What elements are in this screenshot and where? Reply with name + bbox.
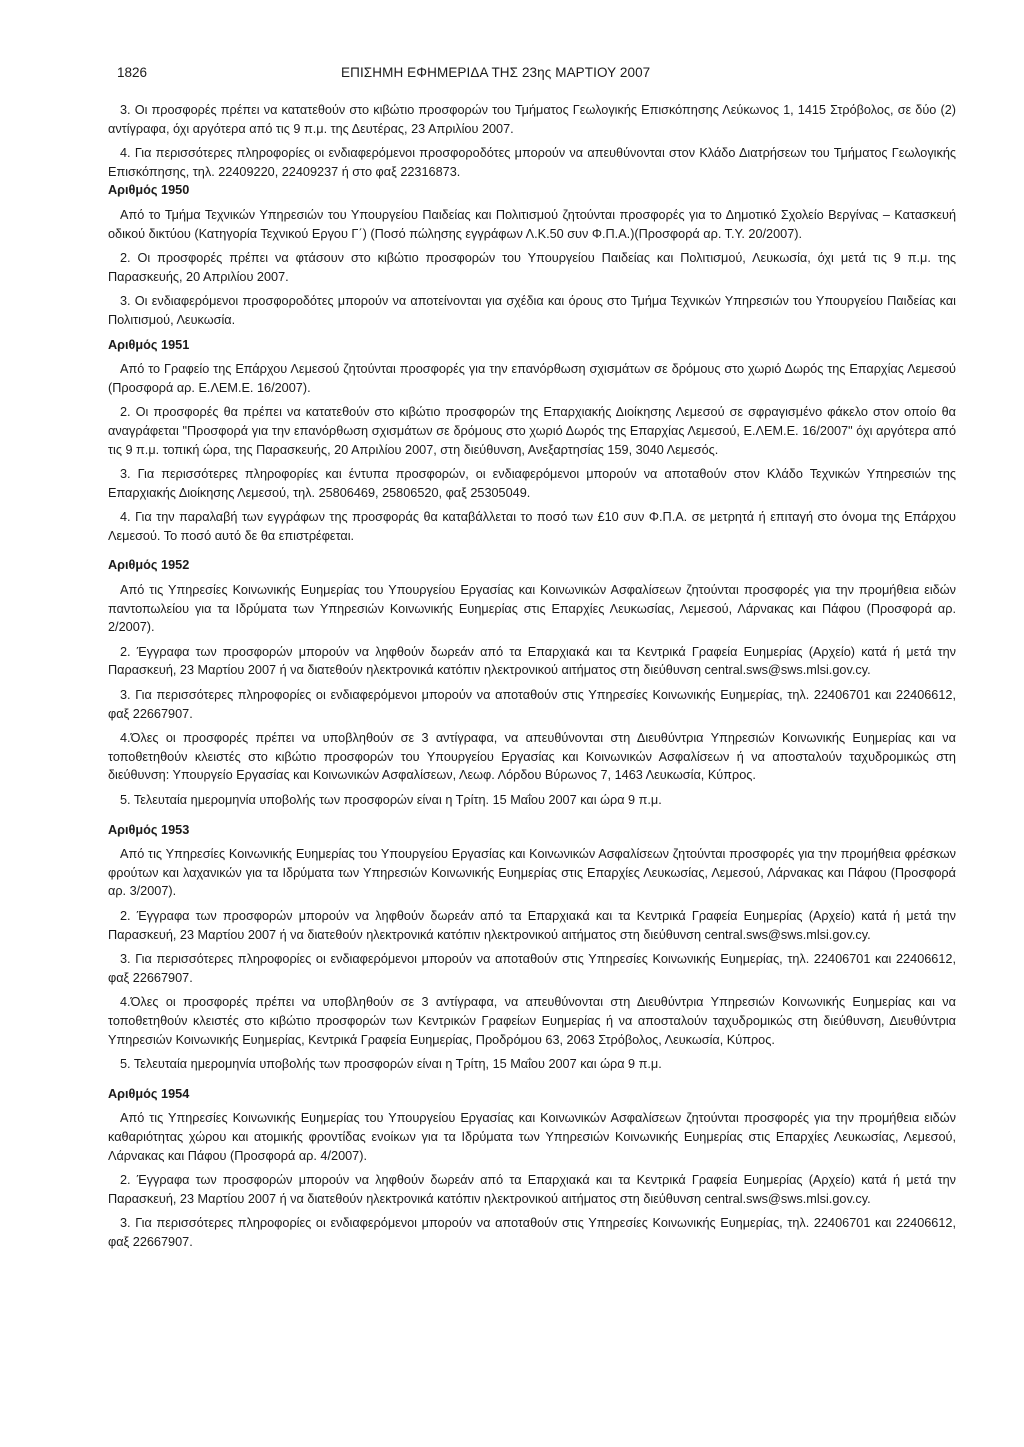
notice-1951-paragraph-4: 4. Για την παραλαβή των εγγράφων της προσφοράς θα καταβάλλεται το ποσό των £10 συν Φ.Π.Α. σε μετρητά ή επιταγή στο όνομα της Επάρχου Λεμεσού. Το ποσό αυτό δε θα επιστρέφεται. (108, 510, 956, 543)
notice-1952-paragraph-1: Από τις Υπηρεσίες Κοινωνικής Ευημερίας του Υπουργείου Εργασίας και Κοινωνικών Ασφαλίσεων ζητούνται προσφορές για την προμήθεια ειδών παντοπωλείου για τα Ιδρύματα των Υπηρεσιών Κοινωνικής Ευημερίας στις Επαρχίες Λευκωσίας, Λεμεσού, Λάρνακας και Πάφου (Προσφορά αρ. 2/2007). (108, 583, 956, 635)
notice-1950-paragraph-1: Από το Τμήμα Τεχνικών Υπηρεσιών του Υπουργείου Παιδείας και Πολιτισμού ζητούνται προσφορές για το Δημοτικό Σχολείο Βεργίνας – Κατασκευή οδικού δικτύου (Κατηγορία Τεχνικού Εργου Γ΄) (Ποσό πώλησης εγγράφων Λ.Κ.50 συν Φ.Π.Α.)(Προσφορά αρ. Τ.Υ. 20/2007). (108, 207, 956, 241)
notice-1953-paragraph-3: 3. Για περισσότερες πληροφορίες οι ενδιαφερόμενοι μπορούν να αποταθούν στις Υπηρεσίες Κοινωνικής Ευημερίας, τηλ. 22406701 και 22406612, φαξ 22667907. (108, 952, 956, 985)
intro-paragraph-4: 4. Για περισσότερες πληροφορίες οι ενδιαφερόμενοι προσφοροδότες μπορούν να απευθύνονται στον Κλάδο Διατρήσεων του Τμήματος Γεωλογικής Επισκόπησης, τηλ. 22409220, 22409237 ή στο φαξ 22316873. (108, 146, 956, 179)
running-title: ΕΠΙΣΗΜΗ ΕΦΗΜΕΡΙΔΑ ΤΗΣ 23ης ΜΑΡΤΙΟΥ 2007 (341, 65, 651, 80)
notice-heading-1952: Αριθμός 1952 (108, 558, 190, 573)
document-body (108, 101, 956, 1251)
notice-1953-paragraph-1: Από τις Υπηρεσίες Κοινωνικής Ευημερίας του Υπουργείου Εργασίας και Κοινωνικών Ασφαλίσεων ζητούνται προσφορές για την προμήθεια φρέσκων φρούτων και λαχανικών για τα Ιδρύματα των Υπηρεσιών Κοινωνικής Ευημερίας στις Επαρχίες Λευκωσίας, Λεμεσού, Λάρνακας και Πάφου (Προσφορά αρ. 3/2007). (108, 847, 956, 899)
page-header (117, 63, 707, 83)
notice-1952-paragraph-4: 4.Όλες οι προσφορές πρέπει να υποβληθούν σε 3 αντίγραφα, να απευθύνονται στη Διευθύντρια Υπηρεσιών Κοινωνικής Ευημερίας και να τοποθετηθούν κλειστές στο κιβώτιο προσφορών του Υπουργείου Εργασίας και Κοινωνικών Ασφαλίσεων ή να αποσταλούν ταχυδρομικώς στη διεύθυνση: Υπουργείο Εργασίας και Κοινωνικών Ασφαλίσεων, Λεωφ. Λόρδου Βύρωνος 7, 1463 Λευκωσία, Κύπρος. (108, 731, 956, 783)
notice-heading-1951: Αριθμός 1951 (108, 337, 190, 352)
notice-1953-paragraph-4: 4.Όλες οι προσφορές πρέπει να υποβληθούν σε 3 αντίγραφα, να απευθύνονται στη Διευθύντρια Υπηρεσιών Κοινωνικής Ευημερίας και να τοποθετηθούν κλειστές στο κιβώτιο προσφορών των Κεντρικών Γραφείων Ευημερίας ή να αποσταλούν ταχυδρομικώς στη διεύθυνση, Διευθύντρια Υπηρεσιών Κοινωνικής Ευημερίας, Κεντρικά Γραφεία Ευημερίας, Προδρόμου 63, 2063 Στρόβολος, Λευκωσία, Κύπρος. (108, 995, 956, 1047)
notice-1954-paragraph-1: Από τις Υπηρεσίες Κοινωνικής Ευημερίας του Υπουργείου Εργασίας και Κοινωνικών Ασφαλίσεων ζητούνται προσφορές για την προμήθεια ειδών καθαριότητας χώρου και ατομικής φροντίδας ενοίκων για τα Ιδρύματα των Υπηρεσιών Κοινωνικής Ευημερίας στις Επαρχίες Λευκωσίας, Λεμεσού, Λάρνακας και Πάφου (Προσφορά αρ. 4/2007). (108, 1111, 956, 1163)
intro-paragraph-3: 3. Οι προσφορές πρέπει να κατατεθούν στο κιβώτιο προσφορών του Τμήματος Γεωλογικής Επισκόπησης Λεύκωνος 1, 1415 Στρόβολος, σε δύο (2) αντίγραφα, όχι αργότερα από τις 9 π.μ. της Δευτέρας, 23 Απριλίου 2007. (108, 103, 956, 136)
notice-heading-1954: Αριθμός 1954 (108, 1086, 190, 1101)
notice-1950-paragraph-3: 3. Οι ενδιαφερόμενοι προσφοροδότες μπορούν να αποτείνονται για σχέδια και όρους στο Τμήμα Τεχνικών Υπηρεσιών του Υπουργείου Παιδείας και Πολιτισμού, Λευκωσία. (108, 294, 956, 327)
notice-1953-paragraph-5: 5. Τελευταία ημερομηνία υποβολής των προσφορών είναι η Τρίτη, 15 Μαΐου 2007 και ώρα 9 π.μ. (120, 1057, 662, 1072)
notice-heading-1953: Αριθμός 1953 (108, 822, 190, 837)
notice-1953-paragraph-2: 2. Έγγραφα των προσφορών μπορούν να ληφθούν δωρεάν από τα Επαρχιακά και τα Κεντρικά Γραφεία Ευημερίας (Αρχείο) κατά ή μετά την Παρασκευή, 23 Μαρτίου 2007 ή να διατεθούν ηλεκτρονικά κατόπιν ηλεκτρονικού αιτήματος στη διεύθυνση central.sws@sws.mlsi.gov.cy. (108, 908, 956, 942)
notice-1951-paragraph-1: Από το Γραφείο της Επάρχου Λεμεσού ζητούνται προσφορές για την επανόρθωση σχισμάτων σε δρόμους στο χωριό Δωρός της Επαρχίας Λεμεσού (Προσφορά αρ. Ε.ΛΕΜ.Ε. 16/2007). (108, 362, 956, 395)
notice-1950-paragraph-2: 2. Οι προσφορές πρέπει να φτάσουν στο κιβώτιο προσφορών του Υπουργείου Παιδείας και Πολιτισμού, Λευκωσία, όχι μετά τις 9 π.μ. της Παρασκευής, 20 Απριλίου 2007. (108, 251, 956, 284)
notice-1954-paragraph-2: 2. Έγγραφα των προσφορών μπορούν να ληφθούν δωρεάν από τα Επαρχιακά και τα Κεντρικά Γραφεία Ευημερίας (Αρχείο) κατά ή μετά την Παρασκευή, 23 Μαρτίου 2007 ή να διατεθούν ηλεκτρονικά κατόπιν ηλεκτρονικού αιτήματος στη διεύθυνση central.sws@sws.mlsi.gov.cy. (108, 1173, 956, 1206)
notice-1951-paragraph-3: 3. Για περισσότερες πληροφορίες και έντυπα προσφορών, οι ενδιαφερόμενοι μπορούν να αποταθούν στον Κλάδο Τεχνικών Υπηρεσιών της Επαρχιακής Διοίκησης Λεμεσού, τηλ. 25806469, 25806520, φαξ 25305049. (108, 467, 956, 500)
notice-1954-paragraph-3: 3. Για περισσότερες πληροφορίες οι ενδιαφερόμενοι μπορούν να αποταθούν στις Υπηρεσίες Κοινωνικής Ευημερίας, τηλ. 22406701 και 22406612, φαξ 22667907. (108, 1216, 956, 1249)
notice-heading-1950: Αριθμός 1950 (108, 183, 190, 198)
notice-1952-paragraph-3: 3. Για περισσότερες πληροφορίες οι ενδιαφερόμενοι μπορούν να αποταθούν στις Υπηρεσίες Κοινωνικής Ευημερίας, τηλ. 22406701 και 22406612, φαξ 22667907. (108, 688, 956, 721)
notice-1952-paragraph-5: 5. Τελευταία ημερομηνία υποβολής των προσφορών είναι η Τρίτη. 15 Μαΐου 2007 και ώρα 9 π.μ. (120, 793, 662, 807)
notice-1951-paragraph-2: 2. Οι προσφορές θα πρέπει να κατατεθούν στο κιβώτιο προσφορών της Επαρχιακής Διοίκησης Λεμεσού σε σφραγισμένο φάκελο στον οποίο θα αναγράφεται "Προσφορά για την επανόρθωση σχισμάτων σε δρόμους στο χωριό Δωρός της Επαρχίας Λεμεσού, Ε.ΛΕΜ.Ε. 16/2007" όχι αργότερα από τις 9 π.μ. τοπική ώρα, της Παρασκευής, 20 Απριλίου 2007, στη διεύθυνση, Ανεξαρτησίας 159, 3040 Λεμεσός. (108, 405, 956, 457)
page-number: 1826 (117, 65, 148, 80)
notice-1952-paragraph-2: 2. Έγγραφα των προσφορών μπορούν να ληφθούν δωρεάν από τα Επαρχιακά και τα Κεντρικά Γραφεία Ευημερίας (Αρχείο) κατά ή μετά την Παρασκευή, 23 Μαρτίου 2007 ή να διατεθούν ηλεκτρονικά κατόπιν ηλεκτρονικού αιτήματος στη διεύθυνση central.sws@sws.mlsi.gov.cy. (108, 644, 956, 678)
